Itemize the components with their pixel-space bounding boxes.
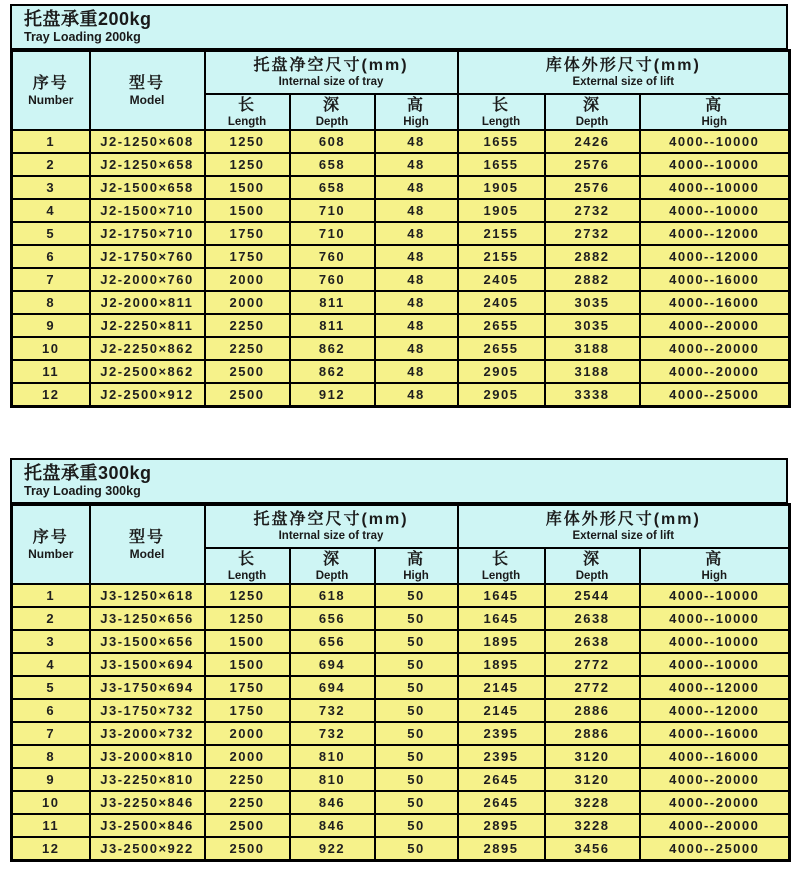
internal-length-cell: 2000 <box>205 722 290 745</box>
table-row <box>12 360 790 383</box>
internal-high-cell: 50 <box>375 584 458 607</box>
external-depth-cell: 2576 <box>545 153 640 176</box>
table-row <box>12 268 790 291</box>
table-row <box>12 584 790 607</box>
external-high-cell: 4000--10000 <box>640 199 790 222</box>
model-cell: J2-2250×862 <box>90 337 205 360</box>
internal-high-cell: 50 <box>375 837 458 861</box>
header-label-en: Length <box>227 569 267 582</box>
model-cell: J3-2250×846 <box>90 791 205 814</box>
internal-length-cell: 2250 <box>205 337 290 360</box>
internal-high-cell: 50 <box>375 653 458 676</box>
table-row <box>12 245 790 268</box>
internal-length-cell: 2250 <box>205 791 290 814</box>
header-label-en: Model <box>129 547 165 561</box>
header-label-zh: 序号 <box>32 529 69 546</box>
internal-length-cell: 1750 <box>205 676 290 699</box>
number-cell: 4 <box>12 653 90 676</box>
model-cell: J3-2500×846 <box>90 814 205 837</box>
internal-length-cell: 1750 <box>205 222 290 245</box>
number-cell: 4 <box>12 199 90 222</box>
header-label-zh: 深 <box>582 550 601 568</box>
external-high-cell: 4000--10000 <box>640 630 790 653</box>
model-cell: J3-1750×732 <box>90 699 205 722</box>
internal-high-cell: 48 <box>375 222 458 245</box>
internal-depth-cell: 760 <box>290 245 375 268</box>
internal-high-cell: 48 <box>375 268 458 291</box>
model-cell: J3-1750×694 <box>90 676 205 699</box>
number-cell: 2 <box>12 153 90 176</box>
spec-block-300kg <box>10 458 788 862</box>
external-high-cell: 4000--10000 <box>640 153 790 176</box>
header-label-en: Internal size of tray <box>278 530 384 542</box>
external-length-cell: 2645 <box>458 791 545 814</box>
internal-depth-cell: 846 <box>290 791 375 814</box>
internal-length-cell: 2500 <box>205 837 290 861</box>
model-cell: J3-1250×656 <box>90 607 205 630</box>
internal-high-cell: 50 <box>375 676 458 699</box>
external-length-cell: 2905 <box>458 383 545 407</box>
col-header-number <box>12 505 90 585</box>
header-label-zh: 库体外形尺寸(mm) <box>545 57 701 74</box>
table-row <box>12 630 790 653</box>
table-row <box>12 768 790 791</box>
table-row <box>12 814 790 837</box>
header-label-en: External size of lift <box>572 530 675 542</box>
external-length-cell: 2655 <box>458 337 545 360</box>
internal-high-cell: 50 <box>375 814 458 837</box>
external-high-cell: 4000--20000 <box>640 337 790 360</box>
internal-depth-cell: 658 <box>290 176 375 199</box>
number-cell: 8 <box>12 291 90 314</box>
col-header-internal-high <box>375 94 458 130</box>
number-cell: 3 <box>12 176 90 199</box>
col-header-external-length <box>458 94 545 130</box>
external-high-cell: 4000--12000 <box>640 222 790 245</box>
table-row <box>12 222 790 245</box>
internal-high-cell: 48 <box>375 130 458 153</box>
internal-length-cell: 2000 <box>205 291 290 314</box>
header-label-en: Depth <box>575 115 609 128</box>
external-depth-cell: 3456 <box>545 837 640 861</box>
external-depth-cell: 2544 <box>545 584 640 607</box>
table-row <box>12 130 790 153</box>
header-label-zh: 型号 <box>128 529 165 546</box>
internal-length-cell: 2250 <box>205 768 290 791</box>
col-group-external-size <box>458 51 790 95</box>
number-cell: 12 <box>12 837 90 861</box>
internal-high-cell: 48 <box>375 199 458 222</box>
internal-high-cell: 48 <box>375 153 458 176</box>
model-cell: J2-2500×862 <box>90 360 205 383</box>
header-label-zh: 托盘净空尺寸(mm) <box>253 511 409 528</box>
internal-depth-cell: 912 <box>290 383 375 407</box>
header-label-zh: 高 <box>406 550 425 568</box>
table-row <box>12 653 790 676</box>
model-cell: J2-2250×811 <box>90 314 205 337</box>
header-label-en: Depth <box>315 569 349 582</box>
internal-high-cell: 50 <box>375 607 458 630</box>
col-group-external-size <box>458 505 790 549</box>
number-cell: 7 <box>12 268 90 291</box>
header-label-en: High <box>701 115 728 128</box>
external-length-cell: 1905 <box>458 199 545 222</box>
external-high-cell: 4000--10000 <box>640 607 790 630</box>
header-label-en: Model <box>129 93 165 107</box>
number-cell: 11 <box>12 360 90 383</box>
table-row <box>12 676 790 699</box>
external-depth-cell: 2638 <box>545 630 640 653</box>
internal-high-cell: 48 <box>375 291 458 314</box>
internal-depth-cell: 656 <box>290 607 375 630</box>
external-length-cell: 1655 <box>458 153 545 176</box>
header-label-zh: 长 <box>491 96 510 114</box>
external-depth-cell: 2772 <box>545 653 640 676</box>
internal-high-cell: 50 <box>375 791 458 814</box>
external-high-cell: 4000--10000 <box>640 176 790 199</box>
table-row <box>12 314 790 337</box>
external-high-cell: 4000--25000 <box>640 383 790 407</box>
col-header-external-depth <box>545 548 640 584</box>
model-cell: J2-1500×658 <box>90 176 205 199</box>
internal-length-cell: 1750 <box>205 245 290 268</box>
external-high-cell: 4000--20000 <box>640 314 790 337</box>
table-row <box>12 791 790 814</box>
external-length-cell: 2895 <box>458 814 545 837</box>
col-group-internal-size <box>205 505 458 549</box>
number-cell: 6 <box>12 699 90 722</box>
model-cell: J2-1750×710 <box>90 222 205 245</box>
header-label-en: Depth <box>575 569 609 582</box>
spec-block-200kg <box>10 4 788 408</box>
external-length-cell: 2405 <box>458 268 545 291</box>
internal-depth-cell: 710 <box>290 222 375 245</box>
model-cell: J2-2000×760 <box>90 268 205 291</box>
internal-depth-cell: 846 <box>290 814 375 837</box>
model-cell: J2-2500×912 <box>90 383 205 407</box>
external-depth-cell: 2638 <box>545 607 640 630</box>
internal-length-cell: 1250 <box>205 607 290 630</box>
external-depth-cell: 2732 <box>545 199 640 222</box>
internal-high-cell: 48 <box>375 383 458 407</box>
internal-length-cell: 2500 <box>205 383 290 407</box>
external-length-cell: 1895 <box>458 653 545 676</box>
internal-depth-cell: 922 <box>290 837 375 861</box>
number-cell: 2 <box>12 607 90 630</box>
external-length-cell: 2145 <box>458 676 545 699</box>
external-length-cell: 2155 <box>458 222 545 245</box>
header-label-en: High <box>701 569 728 582</box>
header-label-zh: 高 <box>406 96 425 114</box>
table-row <box>12 383 790 407</box>
external-length-cell: 2405 <box>458 291 545 314</box>
external-depth-cell: 3228 <box>545 814 640 837</box>
number-cell: 9 <box>12 768 90 791</box>
external-high-cell: 4000--12000 <box>640 245 790 268</box>
external-length-cell: 1645 <box>458 584 545 607</box>
col-header-internal-high <box>375 548 458 584</box>
header-label-en: Length <box>227 115 267 128</box>
internal-high-cell: 48 <box>375 176 458 199</box>
internal-high-cell: 50 <box>375 699 458 722</box>
number-cell: 7 <box>12 722 90 745</box>
table-row <box>12 176 790 199</box>
table-row <box>12 607 790 630</box>
external-depth-cell: 3188 <box>545 360 640 383</box>
col-header-external-length <box>458 548 545 584</box>
external-high-cell: 4000--10000 <box>640 584 790 607</box>
spec-table-300kg <box>10 503 791 862</box>
external-length-cell: 2645 <box>458 768 545 791</box>
internal-length-cell: 1250 <box>205 130 290 153</box>
external-length-cell: 2905 <box>458 360 545 383</box>
external-high-cell: 4000--25000 <box>640 837 790 861</box>
model-cell: J3-2250×810 <box>90 768 205 791</box>
col-header-internal-length <box>205 548 290 584</box>
internal-depth-cell: 656 <box>290 630 375 653</box>
external-depth-cell: 2576 <box>545 176 640 199</box>
internal-depth-cell: 811 <box>290 314 375 337</box>
internal-depth-cell: 608 <box>290 130 375 153</box>
internal-high-cell: 48 <box>375 245 458 268</box>
col-group-internal-size <box>205 51 458 95</box>
internal-depth-cell: 810 <box>290 745 375 768</box>
table-row <box>12 699 790 722</box>
internal-length-cell: 1500 <box>205 176 290 199</box>
header-label-en: Depth <box>315 115 349 128</box>
banner-title-en: Tray Loading 200kg <box>24 30 141 44</box>
internal-depth-cell: 862 <box>290 360 375 383</box>
header-label-zh: 深 <box>322 96 341 114</box>
internal-depth-cell: 732 <box>290 722 375 745</box>
external-length-cell: 1905 <box>458 176 545 199</box>
table-row <box>12 745 790 768</box>
internal-high-cell: 48 <box>375 360 458 383</box>
number-cell: 1 <box>12 130 90 153</box>
internal-depth-cell: 618 <box>290 584 375 607</box>
banner-200kg <box>10 4 788 49</box>
external-high-cell: 4000--16000 <box>640 291 790 314</box>
internal-high-cell: 50 <box>375 745 458 768</box>
header-label-zh: 深 <box>582 96 601 114</box>
external-high-cell: 4000--10000 <box>640 130 790 153</box>
external-depth-cell: 3120 <box>545 768 640 791</box>
external-length-cell: 1895 <box>458 630 545 653</box>
model-cell: J3-1250×618 <box>90 584 205 607</box>
internal-length-cell: 2250 <box>205 314 290 337</box>
col-header-external-high <box>640 548 790 584</box>
table-row <box>12 722 790 745</box>
external-length-cell: 2155 <box>458 245 545 268</box>
external-high-cell: 4000--20000 <box>640 360 790 383</box>
header-label-zh: 序号 <box>32 75 69 92</box>
internal-depth-cell: 694 <box>290 676 375 699</box>
col-header-internal-depth <box>290 94 375 130</box>
model-cell: J3-1500×694 <box>90 653 205 676</box>
model-cell: J2-1750×760 <box>90 245 205 268</box>
internal-length-cell: 1500 <box>205 199 290 222</box>
internal-length-cell: 1250 <box>205 153 290 176</box>
external-depth-cell: 2886 <box>545 722 640 745</box>
header-label-zh: 库体外形尺寸(mm) <box>545 511 701 528</box>
header-label-zh: 高 <box>705 550 724 568</box>
internal-length-cell: 1750 <box>205 699 290 722</box>
col-header-internal-depth <box>290 548 375 584</box>
spec-table-200kg <box>10 49 791 408</box>
internal-depth-cell: 760 <box>290 268 375 291</box>
header-label-en: High <box>403 569 429 582</box>
col-header-external-depth <box>545 94 640 130</box>
external-depth-cell: 2772 <box>545 676 640 699</box>
external-length-cell: 1645 <box>458 607 545 630</box>
col-header-model <box>90 51 205 131</box>
banner-title-zh: 托盘承重300kg <box>24 463 152 483</box>
internal-depth-cell: 658 <box>290 153 375 176</box>
external-high-cell: 4000--16000 <box>640 745 790 768</box>
external-high-cell: 4000--20000 <box>640 768 790 791</box>
external-high-cell: 4000--16000 <box>640 722 790 745</box>
internal-depth-cell: 862 <box>290 337 375 360</box>
internal-length-cell: 2000 <box>205 745 290 768</box>
col-header-internal-length <box>205 94 290 130</box>
external-depth-cell: 3120 <box>545 745 640 768</box>
number-cell: 8 <box>12 745 90 768</box>
model-cell: J3-1500×656 <box>90 630 205 653</box>
external-high-cell: 4000--20000 <box>640 791 790 814</box>
external-length-cell: 2895 <box>458 837 545 861</box>
external-high-cell: 4000--20000 <box>640 814 790 837</box>
header-label-en: External size of lift <box>572 76 675 88</box>
banner-title-zh: 托盘承重200kg <box>24 9 152 29</box>
header-label-en: Internal size of tray <box>278 76 384 88</box>
table-row <box>12 337 790 360</box>
internal-high-cell: 48 <box>375 337 458 360</box>
internal-depth-cell: 694 <box>290 653 375 676</box>
external-depth-cell: 2882 <box>545 268 640 291</box>
number-cell: 6 <box>12 245 90 268</box>
internal-high-cell: 50 <box>375 768 458 791</box>
model-cell: J3-2000×732 <box>90 722 205 745</box>
internal-length-cell: 1500 <box>205 653 290 676</box>
external-depth-cell: 2882 <box>545 245 640 268</box>
external-high-cell: 4000--12000 <box>640 699 790 722</box>
header-label-zh: 长 <box>237 550 256 568</box>
header-label-zh: 托盘净空尺寸(mm) <box>253 57 409 74</box>
header-label-en: Length <box>481 115 521 128</box>
internal-depth-cell: 811 <box>290 291 375 314</box>
number-cell: 10 <box>12 337 90 360</box>
external-depth-cell: 3188 <box>545 337 640 360</box>
model-cell: J2-1500×710 <box>90 199 205 222</box>
external-high-cell: 4000--10000 <box>640 653 790 676</box>
table-row <box>12 291 790 314</box>
table-row <box>12 153 790 176</box>
external-length-cell: 2145 <box>458 699 545 722</box>
external-depth-cell: 2732 <box>545 222 640 245</box>
internal-high-cell: 50 <box>375 630 458 653</box>
external-depth-cell: 3035 <box>545 291 640 314</box>
number-cell: 3 <box>12 630 90 653</box>
header-label-en: Number <box>28 547 74 561</box>
model-cell: J2-1250×658 <box>90 153 205 176</box>
number-cell: 5 <box>12 222 90 245</box>
header-label-zh: 长 <box>237 96 256 114</box>
external-length-cell: 1655 <box>458 130 545 153</box>
external-depth-cell: 3035 <box>545 314 640 337</box>
model-cell: J2-1250×608 <box>90 130 205 153</box>
col-header-external-high <box>640 94 790 130</box>
external-depth-cell: 2426 <box>545 130 640 153</box>
number-cell: 5 <box>12 676 90 699</box>
internal-depth-cell: 732 <box>290 699 375 722</box>
external-high-cell: 4000--16000 <box>640 268 790 291</box>
header-label-en: Length <box>481 569 521 582</box>
internal-length-cell: 2500 <box>205 360 290 383</box>
number-cell: 10 <box>12 791 90 814</box>
internal-high-cell: 50 <box>375 722 458 745</box>
internal-length-cell: 1500 <box>205 630 290 653</box>
internal-high-cell: 48 <box>375 314 458 337</box>
model-cell: J3-2000×810 <box>90 745 205 768</box>
model-cell: J2-2000×811 <box>90 291 205 314</box>
external-depth-cell: 3338 <box>545 383 640 407</box>
number-cell: 1 <box>12 584 90 607</box>
external-length-cell: 2395 <box>458 745 545 768</box>
header-label-zh: 型号 <box>128 75 165 92</box>
internal-length-cell: 2500 <box>205 814 290 837</box>
table-row <box>12 199 790 222</box>
internal-depth-cell: 810 <box>290 768 375 791</box>
header-label-en: Number <box>28 93 74 107</box>
number-cell: 12 <box>12 383 90 407</box>
internal-length-cell: 2000 <box>205 268 290 291</box>
external-depth-cell: 3228 <box>545 791 640 814</box>
col-header-model <box>90 505 205 585</box>
external-length-cell: 2655 <box>458 314 545 337</box>
header-label-zh: 深 <box>322 550 341 568</box>
external-depth-cell: 2886 <box>545 699 640 722</box>
external-high-cell: 4000--12000 <box>640 676 790 699</box>
header-label-en: High <box>403 115 429 128</box>
header-label-zh: 长 <box>491 550 510 568</box>
header-label-zh: 高 <box>705 96 724 114</box>
internal-depth-cell: 710 <box>290 199 375 222</box>
model-cell: J3-2500×922 <box>90 837 205 861</box>
internal-length-cell: 1250 <box>205 584 290 607</box>
banner-title-en: Tray Loading 300kg <box>24 484 141 498</box>
number-cell: 11 <box>12 814 90 837</box>
banner-300kg <box>10 458 788 503</box>
number-cell: 9 <box>12 314 90 337</box>
table-row <box>12 837 790 861</box>
col-header-number <box>12 51 90 131</box>
external-length-cell: 2395 <box>458 722 545 745</box>
